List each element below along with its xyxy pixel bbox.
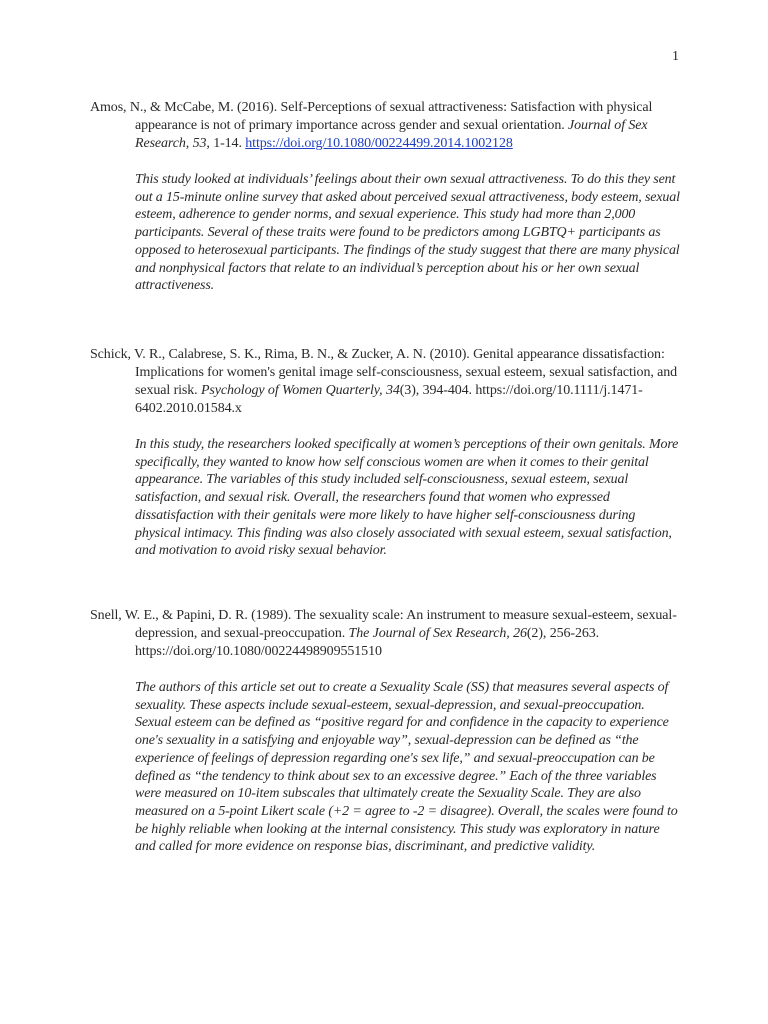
doi-link[interactable]: https://doi.org/10.1080/00224499.2014.1002128 [245,136,513,151]
citation-journal: Psychology of Women Quarterly, 34 [200,383,400,398]
citation-text: Schick, V. R., Calabrese, S. K., Rima, B. N., & Zucker, A. N. (2010). Genital appearance dissatisfaction: Implications for women's genital image self-consciousness, sexual esteem, sexual satisfaction, and sexual risk. [90,347,678,398]
annotation-paragraph: The authors of this article set out to create a Sexuality Scale (SS) that measures several aspects of sexuality. These aspects include sexual-esteem, sexual-depression, and sexual-preoccupation. Sexual esteem can be defined as “positive regard for and confidence in the capacity to experience one's sexuality in a satisfying and enjoyable way”, sexual-depression can be defined as “the experience of feelings of depression regarding one's sex life,” and sexual-preoccupation can be defined as “the tendency to think about sex to an excessive degree.” Each of the three variables were measured on 10-item subscales that ultimately create the Sexuality Scale. They are also measured on a 5-point Likert scale (+2 = agree to -2 = disagree). Overall, the scales were found to be highly reliable when looking at the internal consistency. This study was exploratory in nature and called for more evidence on response bias, discriminant, and predictive validity. [135,680,678,855]
citation [90,607,680,661]
citation [90,346,680,418]
bibliography-entry [90,346,680,560]
citation-journal: The Journal of Sex Research, 26 [348,626,527,641]
annotation-paragraph: This study looked at individuals’ feelings about their own sexual attractiveness. To do this they sent out a 15-minute online survey that asked about perceived sexual attractiveness, body esteem, sexual esteem, adherence to gender norms, and sexual experience. This study had more than 2,000 participants. Several of these traits were found to be predictors among LGBTQ+ participants as opposed to heterosexual participants. The findings of the study suggest that there are many physical and nonphysical factors that relate to an individual’s perception about his or her own sexual attractiveness. [135,172,680,294]
page-number: 1 [672,49,679,64]
bibliography-entry [90,607,680,856]
citation-issue-pages: (2), 256-263. [526,626,600,641]
citation-doi: https://doi.org/10.1080/00224498909551510 [135,644,382,659]
citation-text: Amos, N., & McCabe, M. (2016). Self-Perceptions of sexual attractiveness: Satisfaction with physical appearance is not of primary importance across gender and sexual orientation. [90,100,653,133]
citation-doi: https://doi.org/10.1111/j.1471-6402.2010.01584.x [135,383,643,416]
citation-journal: Journal of Sex Research, 53, [135,118,648,151]
citation-text: Snell, W. E., & Papini, D. R. (1989). The sexuality scale: An instrument to measure sexual-esteem, sexual-depression, and sexual-preoccupation. [90,608,677,641]
citation [90,99,680,153]
bibliography-entry [90,99,680,295]
citation-issue-pages: (3), 394-404. [399,383,472,398]
annotation-paragraph: In this study, the researchers looked specifically at women’s perceptions of their own genitals. More specifically, they wanted to know how self conscious women are when it comes to their genital appearance. The variables of this study included self-consciousness, sexual esteem, sexual satisfaction, and sexual risk. Overall, the researchers found that women who expressed dissatisfaction with their genitals were more likely to have higher self-consciousness during physical intimacy. This finding was also closely associated with sexual esteem, sexual satisfaction, and motivation to avoid risky sexual behavior. [135,437,679,559]
citation-pages: 1-14. [213,136,242,151]
